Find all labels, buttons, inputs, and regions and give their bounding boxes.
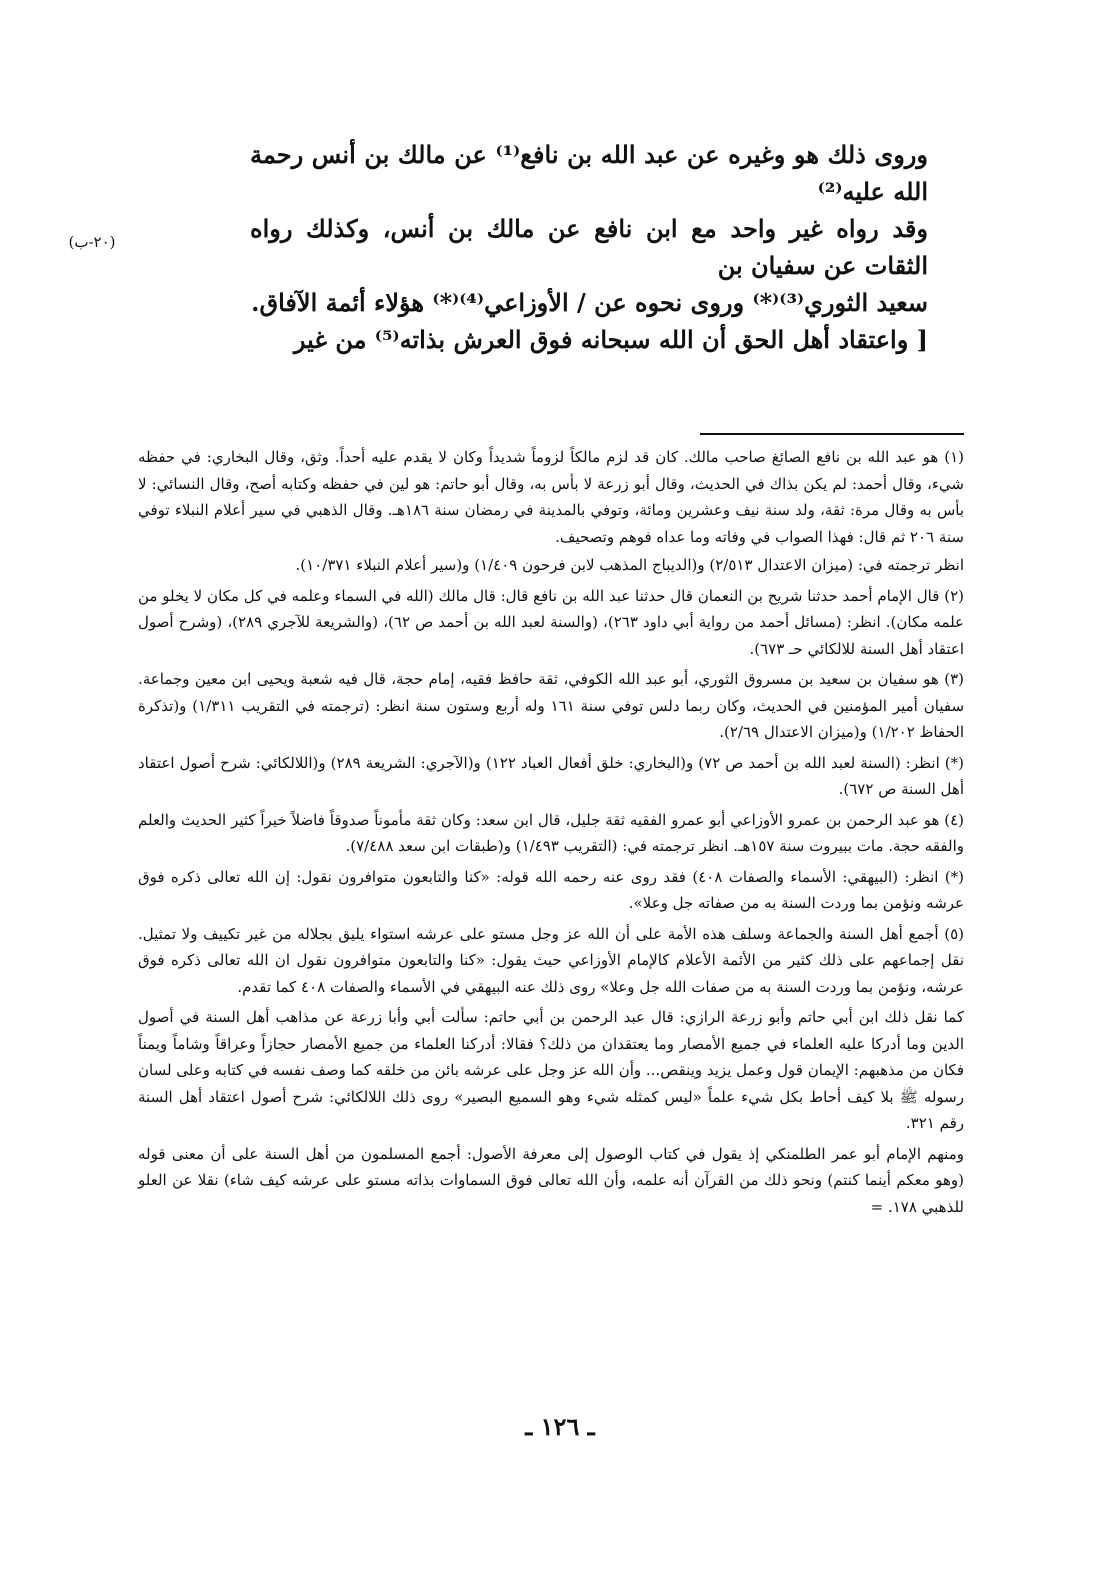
footnote-star-2: (*) انظر: (البيهقي: الأسماء والصفات ٤٠٨) فقد روى عنه رحمه الله قوله: «كنا والتابعون متوافرون نقول: إن الله تعالى ذكره فوق عرشه ونؤمن بما وردت السنة به من صفاته جل وعلا». bbox=[138, 867, 964, 912]
footnote-2: (٢) قال الإمام أحمد حدثنا شريح بن النعمان قال حدثنا عبد الله بن نافع قال: قال مالك (الله في السماء وعلمه في كل مكان لا يخلو من علمه مكان). انظر: (مسائل أحمد من رواية أبي داود ٢٦٣)، (والسنة لعبد الله بن أحمد ص ٦٢)، (والشريعة للآجري ٢٨٩)، (وشرح أصول اعتقاد أهل السنة للالكائي حـ ٦٧٣). bbox=[138, 586, 964, 658]
main-text-line: [ واعتقاد أهل الحق أن الله سبحانه فوق العرش بذاته⁽⁵⁾ من غير bbox=[293, 325, 928, 354]
main-text-line: وروى ذلك هو وغيره عن عبد الله بن نافع⁽¹⁾ عن مالك بن أنس رحمة الله عليه⁽²⁾ bbox=[250, 140, 928, 206]
footnote-separator bbox=[700, 433, 964, 435]
footnote-5: (٥) أجمع أهل السنة والجماعة وسلف هذه الأمة على أن الله عز وجل مستو على عرشه استواء يليق بجلاله من غير تكييف ولا تمثيل. نقل إجماعهم على ذلك كثير من الأئمة الأعلام كالإمام الأوزاعي حيث يقول: «كنا والتابعون متوافرون نقول ان الله تعالى ذكره فوق عرشه، ونؤمن بما وردت السنة به من صفات الله جل وعلا» روى ذلك عنه البيهقي في الأسماء والصفات ٤٠٨ كما تقدم. bbox=[138, 924, 964, 996]
footnote-5-talamanki: ومنهم الإمام أبو عمر الطلمنكي إذ يقول في كتاب الوصول إلى معرفة الأصول: أجمع المسلمون من أهل السنة على أن معنى قوله (وهو معكم أينما كنتم) ونحو ذلك من القرآن أنه علمه، وأن الله تعالى فوق السماوات بذاته مستو على عرشه كيف شاء) نقلا عن العلو للذهبي ١٧٨. = bbox=[138, 1144, 964, 1216]
footnote-1: (١) هو عبد الله بن نافع الصائغ صاحب مالك. كان قد لزم مالكاً لزوماً شديداً وكان لا يقدم عليه أحداً. وثق، وقال البخاري: في حفظه شيء، وقال أحمد: لم يكن بذاك في الحديث، وقال أبو زرعة لا بأس به، وقال أبو حاتم: هو لين في حفظه وكتابه أصح، وقال النسائي: لا بأس به وقال مرة: ثقة، ولد سنة نيف وعشرين ومائة، وتوفي بالمدينة في رمضان سنة ١٨٦هـ. وقال الذهبي في سير أعلام النبلاء توفي سنة ٢٠٦ ثم قال: فهذا الصواب في وفاته وما عداه فوهم وتصحيف. bbox=[138, 448, 965, 546]
main-text-line: سعيد الثوري⁽³⁾⁽*⁾ وروى نحوه عن / الأوزاعي⁽⁴⁾⁽*⁾ هؤلاء أئمة الآفاق. bbox=[251, 288, 928, 317]
footnote-4: (٤) هو عبد الرحمن بن عمرو الأوزاعي أبو عمرو الفقيه ثقة جليل، قال ابن سعد: وكان ثقة مأموناً صدوقاً فاضلاً خيراً كثير الحديث والعلم والفقه حجة. مات ببيروت سنة ١٥٧هـ. انظر ترجمته في: (التقريب ١/٤٩٣) و(طبقات ابن سعد ٧/٤٨٨). bbox=[138, 810, 964, 855]
footnote-1-references: انظر ترجمته في: (ميزان الاعتدال ٢/٥١٣) و(الديباج المذهب لابن فرحون ١/٤٠٩) و(سير أعلام النبلاء ١٠/٣٧١). bbox=[295, 556, 964, 574]
main-text-block bbox=[250, 136, 928, 358]
footnotes-block bbox=[138, 444, 964, 1224]
page-number: ـ ١٢٦ ـ bbox=[525, 1412, 595, 1441]
footnote-3: (٣) هو سفيان بن سعيد بن مسروق الثوري، أبو عبد الله الكوفي، ثقة حافظ فقيه، إمام حجة، قال فيه شعبة ويحيى ابن معين وجماعة. سفيان أمير المؤمنين في الحديث، وكان ربما دلس توفي سنة ١٦١ وله أربع وستون سنة انظر: (ترجمته في التقريب ١/٣١١) و(تذكرة الحفاظ ١/٢٠٢) و(ميزان الاعتدال ٢/٦٩). bbox=[138, 670, 965, 741]
manuscript-folio-marker: (٢٠-ب) bbox=[68, 233, 116, 251]
footnote-5-continuation: كما نقل ذلك ابن أبي حاتم وأبو زرعة الرازي: قال عبد الرحمن بن أبي حاتم: سألت أبي وأبا زرعة عن مذاهب أهل السنة في أصول الدين وما أدركا عليه العلماء في جميع الأمصار وما يعتقدان من ذلك؟ فقالا: أدركنا العلماء من جميع الأمصار حجازاً وعراقاً وشاماً ويمناً فكان من مذهبهم: الإيمان قول وعمل يزيد وينقص... وأن الله عز وجل على عرشه بائن من خلقه كما وصف نفسه في كتابه وعلى لسان رسوله ﷺ بلا كيف أحاط بكل شيء علماً «ليس كمثله شيء وهو السميع البصير» روى ذلك اللالكائي: شرح أصول اعتقاد أهل السنة رقم ٣٢١. bbox=[138, 1008, 964, 1132]
footnote-star-1: (*) انظر: (السنة لعبد الله بن أحمد ص ٧٢) و(البخاري: خلق أفعال العباد ١٢٢) و(الآجري: الشريعة ٢٨٩) و(اللالكائي: شرح أصول اعتقاد أهل السنة ص ٦٧٢). bbox=[138, 753, 964, 798]
main-text-line: وقد رواه غير واحد مع ابن نافع عن مالك بن أنس، وكذلك رواه الثقات عن سفيان بن bbox=[250, 214, 928, 280]
